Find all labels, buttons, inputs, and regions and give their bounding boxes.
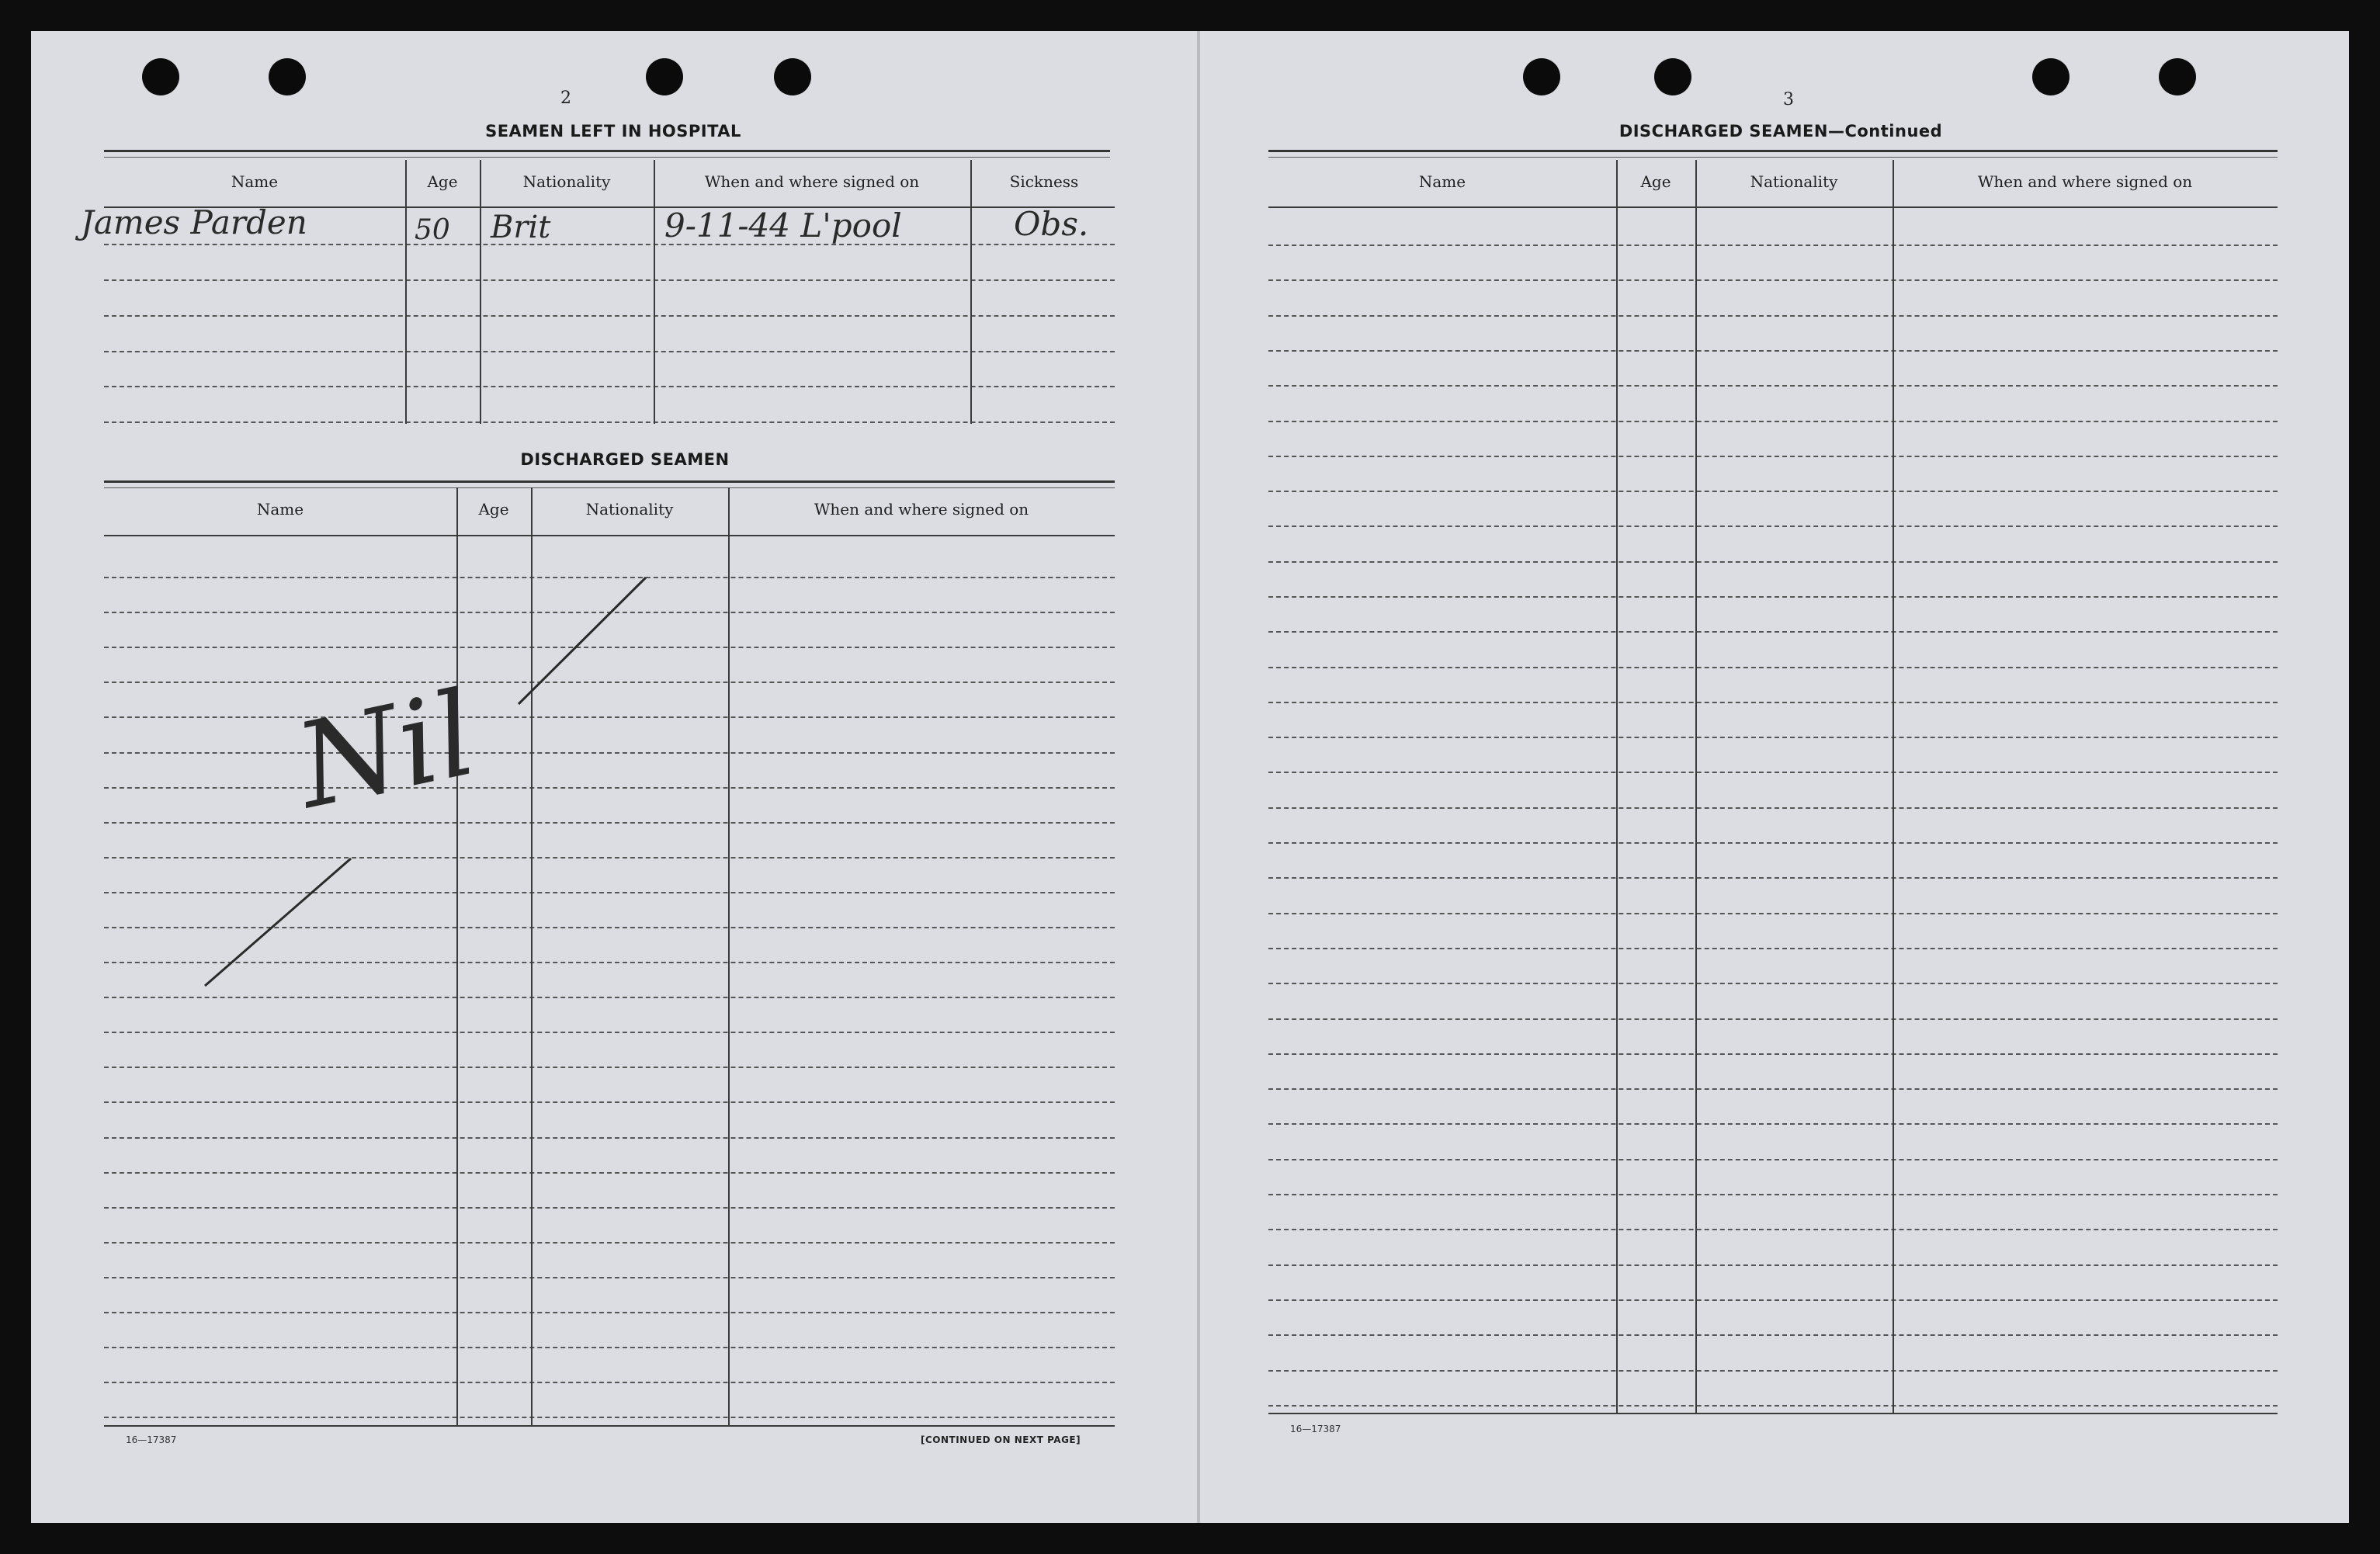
row-line	[1268, 456, 2278, 457]
right-col-name: Name	[1418, 172, 1466, 191]
discharged-nil-note: Nil	[286, 666, 487, 835]
row-line	[1268, 421, 2278, 422]
discharged-col-signed-on: When and where signed on	[814, 500, 1029, 519]
row-line	[1268, 350, 2278, 352]
row-line	[1268, 702, 2278, 703]
row-line	[1268, 1299, 2278, 1301]
discharged-col-age: Age	[478, 500, 509, 519]
left-footer-code: 16—17387	[126, 1434, 177, 1445]
page-number: 3	[1783, 90, 1794, 109]
right-section-title	[1540, 122, 2021, 140]
hospital-row-signed-on: 9-11-44 L'pool	[664, 206, 902, 245]
row-line	[1268, 596, 2278, 598]
right-col-divider	[1616, 160, 1618, 1413]
right-footer-code: 16—17387	[1290, 1424, 1341, 1434]
discharged-col-nationality: Nationality	[585, 500, 674, 519]
right-header-rule	[1268, 206, 2278, 208]
row-line	[1268, 1334, 2278, 1336]
row-line	[1268, 561, 2278, 563]
row-line	[1268, 385, 2278, 387]
hospital-col-signed-on: When and where signed on	[704, 172, 920, 191]
row-line	[1268, 631, 2278, 633]
row-line	[1268, 279, 2278, 281]
right-title-main: DISCHARGED SEAMEN	[1618, 122, 1828, 140]
row-line	[1268, 807, 2278, 809]
left-footer-note: [CONTINUED ON NEXT PAGE]	[921, 1434, 1081, 1445]
hospital-row-sickness: Obs.	[1014, 205, 1089, 243]
right-col-signed-on: When and where signed on	[1977, 172, 2193, 191]
right-col-age: Age	[1640, 172, 1671, 191]
row-line	[1268, 842, 2278, 844]
row-line	[1268, 1370, 2278, 1372]
hospital-col-sickness: Sickness	[1009, 172, 1079, 191]
discharged-section-title: DISCHARGED SEAMEN	[520, 450, 730, 469]
right-col-divider	[1695, 160, 1697, 1413]
row-line	[1268, 1088, 2278, 1090]
right-col-divider	[1893, 160, 1894, 1413]
row-line	[1268, 1194, 2278, 1195]
row-line	[1268, 491, 2278, 492]
discharged-col-name: Name	[256, 500, 304, 519]
hospital-row-name: James Parden	[81, 203, 307, 241]
hospital-col-name: Name	[231, 172, 279, 191]
row-line	[1268, 667, 2278, 668]
row-line	[1268, 1018, 2278, 1020]
row-line	[1268, 526, 2278, 527]
hospital-row-age: 50	[415, 214, 450, 246]
row-line	[1268, 1405, 2278, 1407]
hospital-col-age: Age	[427, 172, 458, 191]
right-bottom-rule	[1268, 1413, 2278, 1414]
row-line	[1268, 983, 2278, 984]
row-line	[1268, 913, 2278, 914]
hospital-section-title: SEAMEN LEFT IN HOSPITAL	[485, 122, 741, 140]
hospital-col-nationality: Nationality	[522, 172, 611, 191]
row-line	[1268, 245, 2278, 246]
right-top-rule	[1268, 150, 2278, 158]
right-col-nationality: Nationality	[1750, 172, 1838, 191]
row-line	[1268, 877, 2278, 879]
row-line	[1268, 772, 2278, 773]
page-number: 2	[560, 88, 571, 108]
row-line	[1268, 737, 2278, 738]
hospital-row-nationality: Brit	[491, 210, 551, 245]
row-line	[1268, 1159, 2278, 1160]
row-line	[1268, 1229, 2278, 1230]
row-line	[1268, 948, 2278, 949]
right-title-suffix: —Continued	[1827, 122, 1943, 140]
row-line	[1268, 1264, 2278, 1266]
row-line	[1268, 1123, 2278, 1125]
row-line	[1268, 1053, 2278, 1055]
row-line	[1268, 315, 2278, 317]
